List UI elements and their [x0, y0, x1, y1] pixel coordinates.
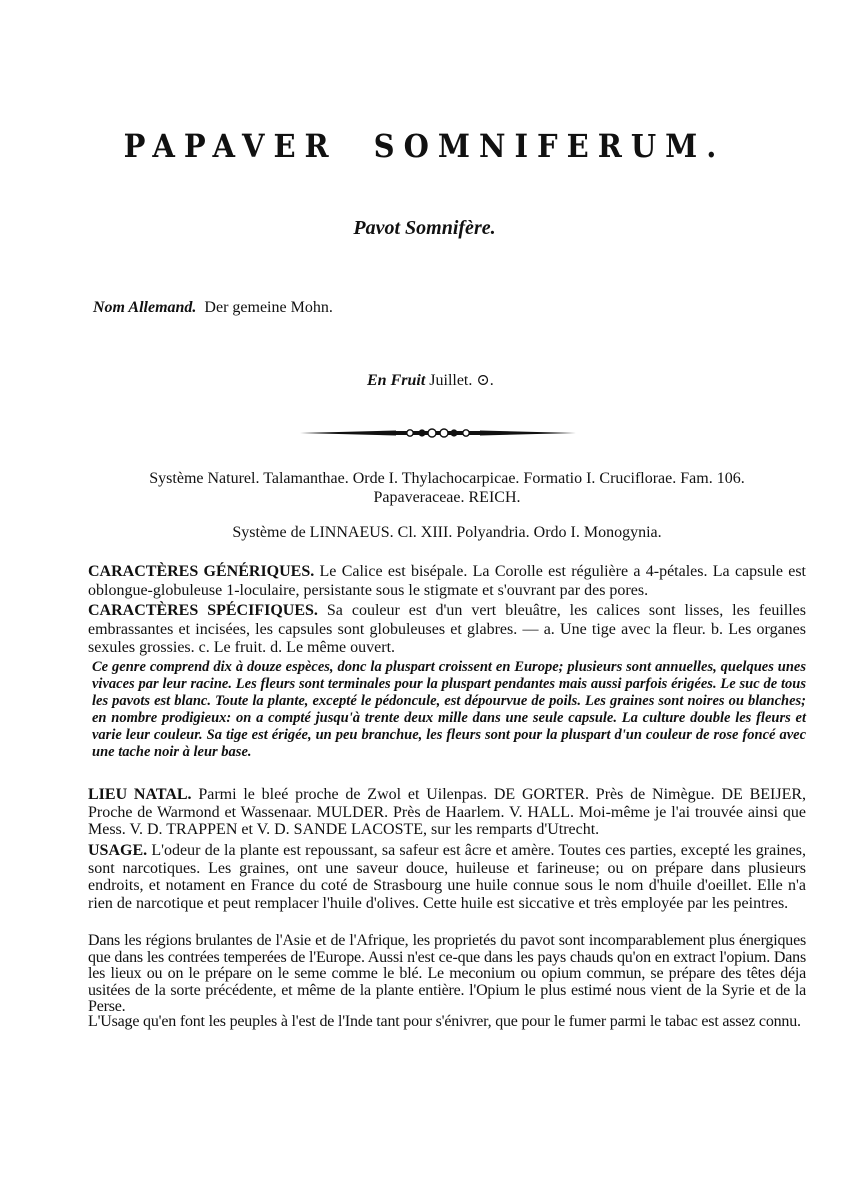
usage-label: USAGE.	[88, 842, 148, 859]
title-word-genus: PAPAVER	[123, 127, 338, 165]
divider-ornament-icon	[298, 424, 578, 442]
native-place-text: Parmi le bleé proche de Zwol et Uilenpas. DE GORTER. Près de Nimègue. DE BEIJER, Proche de Warmond et Wassenaar. MULDER. Près de Haarlem. V. HALL. Moi-même je l'ai trouvée ainsi que Mess. V. D. TRAPPEN et V. D. SANDE LACOSTE, sur les remparts d'Utrecht.	[88, 786, 807, 838]
specific-characters-text: Sa couleur est d'un vert bleuâtre, les calices sont lisses, les feuilles embrassantes et incisées, les capsules sont globuleuses et glabres. — a. Une tige avec la fleur. b. Les organes sexules grossies. c. Le fruit. d. Le même ouvert.	[88, 602, 807, 656]
usage	[88, 842, 806, 912]
native-place	[88, 786, 806, 839]
generic-characters-text: Le Calice est bisépale. La Corolle est régulière a 4-pétales. La capsule est oblongue-globuleuse 1-loculaire, persistante sous le stigmate et s'ouvrant par des pores.	[88, 563, 806, 599]
linnaeus-system: Système de LINNAEUS. Cl. XIII. Polyandria. Ordo I. Monogynia.	[232, 524, 662, 541]
usage-peoples-paragraph: L'Usage qu'en font les peuples à l'est de l'Inde tant pour s'énivrer, que pour le fumer parmi le tabac est assez connu.	[88, 1013, 801, 1030]
german-name-label: Nom Allemand.	[93, 299, 197, 316]
genre-note: Ce genre comprend dix à douze espèces, donc la pluspart croissent en Europe; plusieurs sont annuelles, quelques unes vivaces par leur racine. Les fleurs sont terminales pour la pluspart pendantes mais aussi parfois érigées. Le suc de tous les pavots est blanc. Toute la plante, excepté le pédoncule, est dépourvue de poils. Les graines sont noires ou blanches; en nombre prodigieux: on a compté jusqu'à trente deux mille dans une seule capsule. La culture double les fleurs et varie leur couleur. Sa tige est érigée, un peu branchue, les fleurs sont pour la pluspart d'un couleur de rose foncé avec une tache noir à leur base.	[92, 659, 806, 760]
page-subtitle: Pavot Somnifère.	[353, 217, 496, 239]
native-place-label: LIEU NATAL.	[88, 786, 192, 803]
specific-characters-label: CARACTÈRES SPÉCIFIQUES.	[88, 602, 318, 619]
specific-characters	[88, 602, 806, 658]
page-title	[0, 127, 849, 166]
fruit-season	[367, 370, 494, 392]
german-name-value: Der gemeine Mohn.	[204, 299, 333, 316]
fruit-season-value: Juillet. ⊙.	[429, 372, 494, 389]
natural-system	[88, 469, 806, 507]
generic-characters-label: CARACTÈRES GÉNÉRIQUES.	[88, 563, 315, 580]
fruit-season-label: En Fruit	[367, 372, 426, 389]
regions-paragraph: Dans les régions brulantes de l'Asie et de l'Afrique, les proprietés du pavot sont incomparablement plus énergiques que dans les contrées temperées de l'Europe. Aussi n'est ce-que dans les pays chauds qu'on en extract l'opium. Dans les lieux ou on le prépare on le seme comme le blé. Le meconium ou opium commun, se prépare des têtes déja usitées de la sorte précédente, et même de la plante entière. l'Opium le plus estimé nous vient de la Syrie et de la Perse.	[88, 932, 806, 1015]
natural-system-line1: Système Naturel. Talamanthae. Orde I. Thylachocarpicae. Formatio I. Cruciflorae. Fam. 106.	[149, 470, 745, 487]
usage-text: L'odeur de la plante est repoussant, sa safeur est âcre et amère. Toutes ces parties, excepté les graines, sont narcotiques. Les graines, ont une saveur douce, huileuse et farineuse; ou on prépare dans plusieurs endroits, et notament en France du coté de Strasbourg une huile connue sous le nom d'huile d'oeillet. Elle n'a rien de narcotique et peut remplacer l'huile d'olives. Cette huile est siccative et très employée par les peintres.	[88, 842, 807, 912]
german-name	[93, 297, 333, 319]
generic-characters	[88, 562, 806, 600]
natural-system-line2: Papaveraceae. REICH.	[373, 489, 521, 506]
title-word-species: SOMNIFERUM.	[373, 127, 726, 165]
